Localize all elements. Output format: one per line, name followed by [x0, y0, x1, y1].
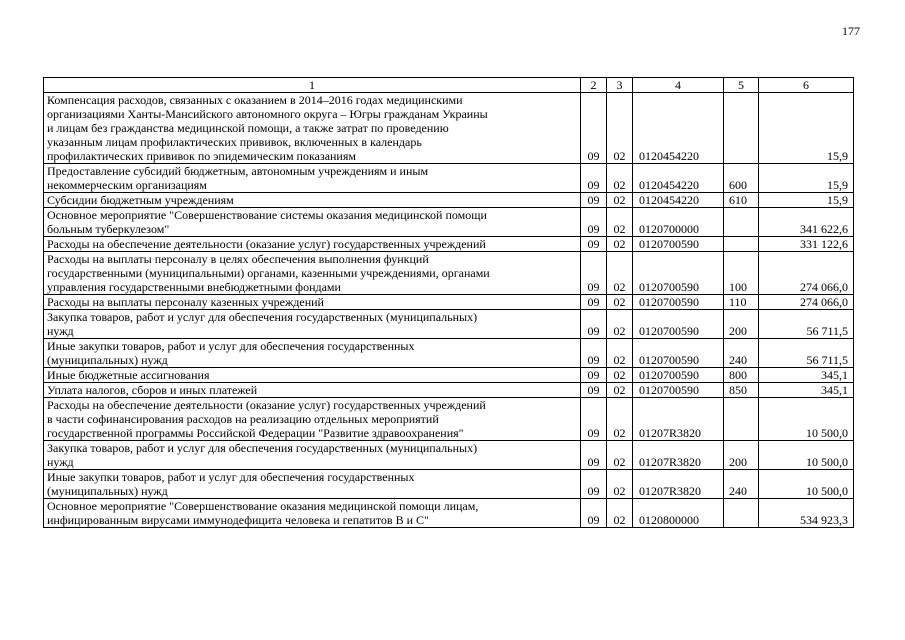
- row-name-text: Иные закупки товаров, работ и услуг для обеспечения государственных (муниципальных) нужд: [47, 339, 415, 367]
- row-amount-cell: [759, 339, 854, 368]
- row-expense-type-cell: [724, 252, 759, 295]
- row-expense-type-cell: [724, 93, 759, 164]
- row-amount-cell: [759, 252, 854, 295]
- row-expense-type-cell: [724, 398, 759, 441]
- row-subsection-text: 02: [613, 368, 626, 382]
- row-expense-type-text: 240: [729, 484, 747, 498]
- table-body: [44, 93, 854, 528]
- row-amount-text: 15,9: [827, 193, 848, 207]
- row-amount-text: 56 711,5: [806, 324, 848, 338]
- table-row: [44, 499, 854, 528]
- row-section-text: 09: [587, 178, 600, 192]
- row-amount-cell: [759, 470, 854, 499]
- row-name-text: Закупка товаров, работ и услуг для обеспечения государственных (муниципальных) нужд: [47, 441, 478, 469]
- table-row: [44, 164, 854, 193]
- row-section-cell: [581, 295, 607, 310]
- page-number: 177: [842, 24, 860, 38]
- row-expense-type-cell: [724, 310, 759, 339]
- row-expense-type-cell: [724, 237, 759, 252]
- row-expense-type-text: 600: [729, 178, 747, 192]
- row-section-cell: [581, 470, 607, 499]
- row-section-cell: [581, 252, 607, 295]
- row-name-cell: [44, 383, 581, 398]
- row-amount-cell: [759, 295, 854, 310]
- row-subsection-cell: [607, 93, 633, 164]
- row-expense-type-text: 200: [729, 455, 747, 469]
- row-amount-text: 331 122,6: [800, 237, 848, 251]
- row-section-cell: [581, 441, 607, 470]
- row-section-cell: [581, 208, 607, 237]
- row-name-text: Иные закупки товаров, работ и услуг для обеспечения государственных (муниципальных) нужд: [47, 470, 415, 498]
- row-target-code-text: 0120454220: [639, 149, 699, 163]
- row-name-text: Расходы на выплаты персоналу в целях обеспечения выполнения функций государственными (муниципальными) органами, казенными учреждениями, органами управления государственными внебюджетными фондами: [47, 252, 490, 294]
- row-name-cell: [44, 252, 581, 295]
- row-target-code-cell: [633, 499, 724, 528]
- row-subsection-text: 02: [613, 280, 626, 294]
- row-amount-cell: [759, 164, 854, 193]
- row-subsection-text: 02: [613, 383, 626, 397]
- row-amount-text: 10 500,0: [806, 484, 848, 498]
- row-name-cell: [44, 339, 581, 368]
- row-target-code-text: 0120700590: [639, 383, 699, 397]
- row-amount-text: 56 711,5: [806, 353, 848, 367]
- row-target-code-cell: [633, 339, 724, 368]
- row-subsection-text: 02: [613, 455, 626, 469]
- row-target-code-cell: [633, 470, 724, 499]
- row-section-text: 09: [587, 324, 600, 338]
- row-subsection-cell: [607, 164, 633, 193]
- row-section-text: 09: [587, 149, 600, 163]
- table-row: [44, 441, 854, 470]
- row-amount-cell: [759, 499, 854, 528]
- row-name-cell: [44, 310, 581, 339]
- row-target-code-text: 0120700590: [639, 353, 699, 367]
- row-amount-text: 345,1: [821, 383, 848, 397]
- table-row: [44, 237, 854, 252]
- budget-table: [43, 77, 854, 528]
- row-section-text: 09: [587, 513, 600, 527]
- row-expense-type-cell: [724, 441, 759, 470]
- table-row: [44, 368, 854, 383]
- row-amount-text: 15,9: [827, 178, 848, 192]
- row-target-code-text: 0120454220: [639, 193, 699, 207]
- row-name-text: Основное мероприятие "Совершенствование системы оказания медицинской помощи больным туберкулезом": [47, 208, 487, 236]
- table-row: [44, 470, 854, 499]
- row-target-code-text: 0120700590: [639, 324, 699, 338]
- row-name-cell: [44, 368, 581, 383]
- table-row: [44, 193, 854, 208]
- row-amount-cell: [759, 237, 854, 252]
- row-section-cell: [581, 339, 607, 368]
- row-target-code-cell: [633, 164, 724, 193]
- header-col-3: 3: [607, 78, 633, 93]
- row-subsection-cell: [607, 398, 633, 441]
- row-expense-type-text: 240: [729, 353, 747, 367]
- row-target-code-text: 0120700000: [639, 222, 699, 236]
- header-col-4: 4: [633, 78, 724, 93]
- header-col-1: 1: [44, 78, 581, 93]
- row-name-text: Уплата налогов, сборов и иных платежей: [47, 383, 258, 397]
- row-subsection-cell: [607, 295, 633, 310]
- row-section-cell: [581, 368, 607, 383]
- row-name-text: Расходы на обеспечение деятельности (оказание услуг) государственных учреждений: [47, 237, 486, 251]
- row-subsection-text: 02: [613, 484, 626, 498]
- row-target-code-cell: [633, 193, 724, 208]
- row-subsection-cell: [607, 368, 633, 383]
- row-target-code-text: 0120700590: [639, 280, 699, 294]
- row-name-cell: [44, 499, 581, 528]
- row-subsection-text: 02: [613, 324, 626, 338]
- row-amount-text: 341 622,6: [800, 222, 848, 236]
- row-section-cell: [581, 383, 607, 398]
- row-target-code-text: 0120800000: [639, 513, 699, 527]
- row-expense-type-text: 850: [729, 383, 747, 397]
- table-row: [44, 398, 854, 441]
- row-target-code-text: 01207R3820: [639, 455, 702, 469]
- row-target-code-cell: [633, 208, 724, 237]
- row-target-code-text: 0120700590: [639, 237, 699, 251]
- row-target-code-cell: [633, 310, 724, 339]
- row-expense-type-text: 200: [729, 324, 747, 338]
- row-subsection-text: 02: [613, 193, 626, 207]
- row-name-cell: [44, 164, 581, 193]
- row-expense-type-cell: [724, 295, 759, 310]
- row-section-cell: [581, 164, 607, 193]
- row-amount-text: 15,9: [827, 149, 848, 163]
- row-amount-cell: [759, 383, 854, 398]
- row-name-text: Основное мероприятие "Совершенствование оказания медицинской помощи лицам, инфицированным вирусами иммунодефицита человека и гепатитов В и С": [47, 499, 479, 527]
- row-amount-cell: [759, 441, 854, 470]
- row-name-text: Закупка товаров, работ и услуг для обеспечения государственных (муниципальных) нужд: [47, 310, 478, 338]
- row-amount-text: 274 066,0: [800, 295, 848, 309]
- row-expense-type-text: 610: [729, 193, 747, 207]
- row-name-cell: [44, 398, 581, 441]
- row-subsection-text: 02: [613, 513, 626, 527]
- row-amount-cell: [759, 310, 854, 339]
- row-name-text: Предоставление субсидий бюджетным, автономным учреждениям и иным некоммерческим организациям: [47, 164, 429, 192]
- row-subsection-text: 02: [613, 237, 626, 251]
- row-target-code-cell: [633, 383, 724, 398]
- row-target-code-text: 0120700590: [639, 368, 699, 382]
- row-section-text: 09: [587, 368, 600, 382]
- row-target-code-cell: [633, 252, 724, 295]
- table-row: [44, 295, 854, 310]
- row-section-text: 09: [587, 295, 600, 309]
- row-section-cell: [581, 237, 607, 252]
- row-section-cell: [581, 310, 607, 339]
- row-subsection-cell: [607, 252, 633, 295]
- row-subsection-cell: [607, 499, 633, 528]
- row-section-text: 09: [587, 383, 600, 397]
- table-row: [44, 208, 854, 237]
- table-row: [44, 339, 854, 368]
- row-name-cell: [44, 237, 581, 252]
- header-col-6: 6: [759, 78, 854, 93]
- row-subsection-text: 02: [613, 295, 626, 309]
- row-section-text: 09: [587, 280, 600, 294]
- row-subsection-cell: [607, 193, 633, 208]
- row-target-code-cell: [633, 237, 724, 252]
- row-expense-type-cell: [724, 164, 759, 193]
- row-section-text: 09: [587, 237, 600, 251]
- row-target-code-text: 0120700590: [639, 295, 699, 309]
- row-section-text: 09: [587, 455, 600, 469]
- row-expense-type-cell: [724, 339, 759, 368]
- table-row: [44, 252, 854, 295]
- row-amount-cell: [759, 193, 854, 208]
- row-expense-type-text: 800: [729, 368, 747, 382]
- row-amount-cell: [759, 368, 854, 383]
- row-section-text: 09: [587, 426, 600, 440]
- row-section-text: 09: [587, 353, 600, 367]
- row-section-cell: [581, 499, 607, 528]
- row-target-code-cell: [633, 441, 724, 470]
- table-header-row: [44, 78, 854, 93]
- row-amount-text: 345,1: [821, 368, 848, 382]
- row-subsection-text: 02: [613, 353, 626, 367]
- row-expense-type-cell: [724, 208, 759, 237]
- row-section-cell: [581, 193, 607, 208]
- row-name-cell: [44, 441, 581, 470]
- row-expense-type-text: 110: [729, 295, 747, 309]
- row-subsection-cell: [607, 208, 633, 237]
- row-subsection-text: 02: [613, 426, 626, 440]
- row-section-text: 09: [587, 193, 600, 207]
- header-col-5: 5: [724, 78, 759, 93]
- row-expense-type-cell: [724, 470, 759, 499]
- row-name-cell: [44, 208, 581, 237]
- row-target-code-cell: [633, 368, 724, 383]
- row-target-code-text: 0120454220: [639, 178, 699, 192]
- row-name-cell: [44, 295, 581, 310]
- row-target-code-cell: [633, 295, 724, 310]
- row-subsection-cell: [607, 339, 633, 368]
- row-amount-cell: [759, 208, 854, 237]
- row-target-code-text: 01207R3820: [639, 426, 702, 440]
- row-name-text: Расходы на выплаты персоналу казенных учреждений: [47, 295, 324, 309]
- row-name-cell: [44, 93, 581, 164]
- row-expense-type-cell: [724, 368, 759, 383]
- row-subsection-text: 02: [613, 149, 626, 163]
- row-subsection-cell: [607, 310, 633, 339]
- row-amount-text: 10 500,0: [806, 426, 848, 440]
- row-section-cell: [581, 93, 607, 164]
- row-section-text: 09: [587, 484, 600, 498]
- row-name-text: Компенсация расходов, связанных с оказанием в 2014–2016 годах медицинскими организациями Ханты-Мансийского автономного округа – Югры гражданам Украины и лицам без гражданства медицинской помощи, а также затрат по проведению указанным лицам профилактических прививок, включенных в календарь профилактических прививок по эпидемическим показаниям: [47, 93, 488, 163]
- row-amount-text: 10 500,0: [806, 455, 848, 469]
- table-row: [44, 310, 854, 339]
- row-target-code-cell: [633, 93, 724, 164]
- table-row: [44, 93, 854, 164]
- row-subsection-text: 02: [613, 222, 626, 236]
- row-expense-type-cell: [724, 499, 759, 528]
- row-name-cell: [44, 470, 581, 499]
- row-amount-text: 274 066,0: [800, 280, 848, 294]
- row-name-text: Субсидии бюджетным учреждениям: [47, 193, 234, 207]
- row-subsection-cell: [607, 441, 633, 470]
- header-col-2: 2: [581, 78, 607, 93]
- row-subsection-cell: [607, 237, 633, 252]
- row-amount-cell: [759, 93, 854, 164]
- row-subsection-cell: [607, 383, 633, 398]
- row-name-text: Расходы на обеспечение деятельности (оказание услуг) государственных учреждений в части софинансирования расходов на реализацию отдельных мероприятий государственной программы Российской Федерации "Развитие здравоохранения": [47, 398, 486, 440]
- row-expense-type-cell: [724, 383, 759, 398]
- row-amount-text: 534 923,3: [800, 513, 848, 527]
- row-target-code-text: 01207R3820: [639, 484, 702, 498]
- row-name-cell: [44, 193, 581, 208]
- row-subsection-text: 02: [613, 178, 626, 192]
- row-section-text: 09: [587, 222, 600, 236]
- row-section-cell: [581, 398, 607, 441]
- row-target-code-cell: [633, 398, 724, 441]
- row-subsection-cell: [607, 470, 633, 499]
- row-expense-type-text: 100: [729, 280, 747, 294]
- row-name-text: Иные бюджетные ассигнования: [47, 368, 210, 382]
- table-row: [44, 383, 854, 398]
- row-expense-type-cell: [724, 193, 759, 208]
- row-amount-cell: [759, 398, 854, 441]
